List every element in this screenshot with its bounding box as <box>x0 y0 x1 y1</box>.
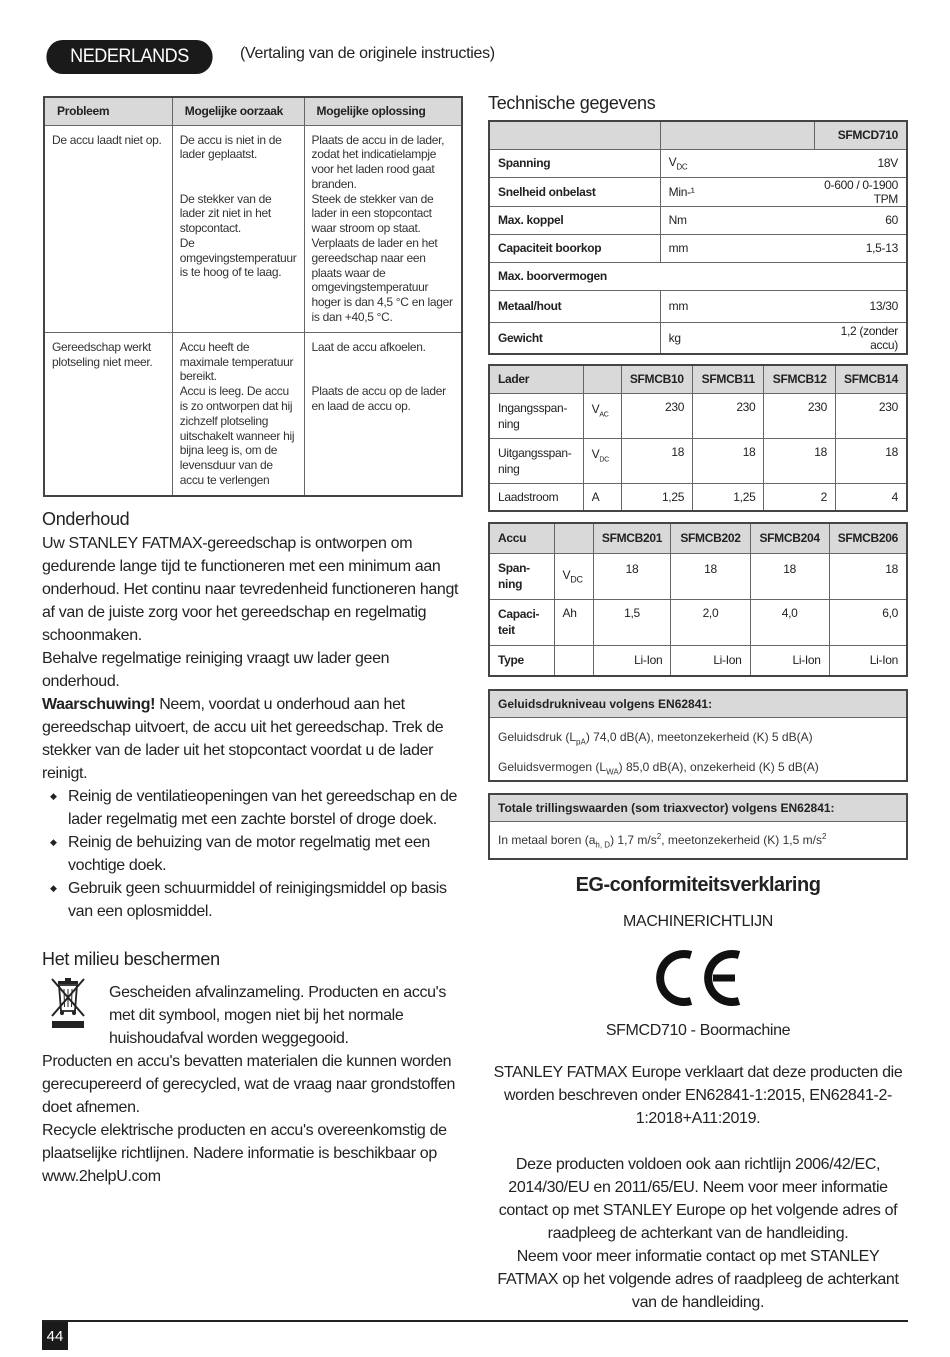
paragraph: Deze producten voldoen ook aan richtlijn 2006/42/EC, 2014/30/EU en 2011/65/EU. Neem voor meer informatie contact op met STANLEY Europe op het volgende adres of raadpleeg de achterkant van de handleiding. <box>498 1156 898 1242</box>
paragraph: Producten en accu's bevatten materialen die kunnen worden gerecupereerd of gerecycled, wat de vraag naar grondstoffen doet afnemen. <box>42 1053 456 1116</box>
row-label: Type <box>489 645 554 676</box>
row-label <box>489 393 583 438</box>
table-row <box>489 234 907 262</box>
cell-value: Li-Ion <box>671 645 750 676</box>
unit-sub: AC <box>599 410 609 418</box>
section-title-environment: Het milieu beschermen <box>42 949 220 969</box>
table-row <box>489 645 907 676</box>
spec-label: Snelheid onbelast <box>489 177 660 206</box>
spec-label: Metaal/hout <box>489 290 660 322</box>
noise-line <box>490 730 906 746</box>
unit-text: V <box>591 401 600 416</box>
sub: WA <box>606 767 619 777</box>
translation-note: (Vertaling van de originele instructies) <box>240 45 495 62</box>
cell-value: 18 <box>693 438 764 483</box>
column-header: SFMCB202 <box>671 523 750 553</box>
table-row <box>489 290 907 322</box>
cell-value: 2,0 <box>671 599 750 645</box>
column-header: Lader <box>489 365 583 393</box>
table-row <box>489 322 907 354</box>
cell-value: 2 <box>764 483 836 511</box>
cell-value: 230 <box>693 393 764 438</box>
cell-value: 1,5 <box>593 599 671 645</box>
unit-text: V <box>591 446 600 461</box>
cell-value: 1,25 <box>693 483 764 511</box>
table-header-row <box>44 97 462 125</box>
cell-text: Accu heeft de maximale temperatuur bereikt. <box>179 339 294 384</box>
row-unit: A <box>583 483 621 511</box>
text: Geluidsvermogen (L <box>498 760 607 775</box>
cell-text: Plaats de accu op de lader en laad de accu op. <box>311 383 446 413</box>
product-name: SFMCD710 - Boormachine <box>605 1022 791 1039</box>
row-unit <box>583 438 621 483</box>
spec-unit: kg <box>660 322 814 354</box>
text: ) 74,0 dB(A), meetonzekerheid (K) 5 dB(A) <box>585 730 813 744</box>
sup: 2 <box>656 832 662 841</box>
label-line: Uitgangsspan- <box>498 445 572 460</box>
empty-cell <box>660 121 814 149</box>
cell-text: De stekker van de lader zit niet in het stopcontact. <box>179 191 272 236</box>
table-row <box>44 332 462 495</box>
cell-value: Li-Ion <box>593 645 671 676</box>
column-header: SFMCB10 <box>621 365 693 393</box>
paragraph: Neem voor meer informatie contact op met STANLEY FATMAX op het volgende adres of raadpleeg de achterkant van de handleiding. <box>497 1248 899 1311</box>
solution-cell <box>304 125 462 332</box>
column-header: SFMCB204 <box>750 523 829 553</box>
text: Geluidsdruk (L <box>498 730 577 744</box>
conformity-body <box>492 1061 904 1314</box>
text: ) 1,7 m/s <box>610 833 657 847</box>
solution-cell <box>304 332 462 495</box>
cell-value: Li-Ion <box>750 645 829 676</box>
paragraph: STANLEY FATMAX Europe verklaart dat deze producten die worden beschreven onder EN62841-1:2015, EN62841-2-1:2018+A11:2019. <box>493 1064 903 1127</box>
cell-text: Verplaats de lader en het gereedschap naar een plaats waar de omgevingstemperatuur hoger is dan 4,5 °C en lager is dan +40,5 °C. <box>311 236 453 325</box>
row-label <box>489 553 554 599</box>
cell-text: Gereedschap werkt plotseling niet meer. <box>52 339 153 369</box>
cell-value: 18 <box>621 438 693 483</box>
spec-label: Capaciteit boorkop <box>489 234 660 262</box>
cause-cell <box>172 332 304 495</box>
list-item: ◆ Gebruik geen schuurmiddel of reinigingsmiddel op basis van een oplosmiddel. <box>42 877 462 923</box>
spec-value: 13/30 <box>814 290 907 322</box>
noise-box <box>488 689 908 782</box>
cell-value: 18 <box>836 438 907 483</box>
vibration-line <box>490 832 906 849</box>
spec-value: 0-600 / 0-1900 TPM <box>814 177 907 206</box>
warning-paragraph <box>42 693 462 785</box>
spec-unit: mm <box>660 234 814 262</box>
cell-value: 18 <box>593 553 671 599</box>
warning-text: Neem, voordat u onderhoud aan het gereedschap uitvoert, de accu uit het gereedschap. Trek de stekker van de lader uit het stopcontact voordat u de lader reinigt. <box>42 696 444 782</box>
environment-body <box>42 1050 462 1188</box>
cell-value: 230 <box>764 393 836 438</box>
table-header-row <box>489 121 907 149</box>
paragraph: Gescheiden afvalinzameling. Producten en accu's met dit symbool, mogen niet bij het normale huishoudafval worden weggegooid. <box>109 984 447 1047</box>
cell-value: 18 <box>750 553 829 599</box>
table-row <box>489 438 907 483</box>
cell-text: De accu laadt niet op. <box>52 132 162 147</box>
paragraph: Uw STANLEY FATMAX-gereedschap is ontworpen om gedurende lange tijd te functioneren met een minimum aan onderhoud. Het continu naar tevredenheid functioneren hangt af van de juiste zorg voor het gereedschap en regelmatig schoonmaken. <box>42 535 459 644</box>
column-header: Mogelijke oorzaak <box>172 97 304 125</box>
cell-value: 1,25 <box>621 483 693 511</box>
row-unit: Ah <box>554 599 593 645</box>
spec-unit: Min-¹ <box>660 177 814 206</box>
spec-label: Spanning <box>489 149 660 177</box>
cell-text: Accu is leeg. De accu is zo ontworpen dat hij zichzelf plotseling uitschakelt wanneer hij bijna leeg is, om de levensduur van de accu te verlengen <box>179 384 295 488</box>
noise-line <box>490 760 906 776</box>
cell-text: De accu is niet in de lader geplaatst. <box>179 132 282 162</box>
maintenance-body <box>42 532 462 923</box>
column-header: Probleem <box>44 97 172 125</box>
directive-label: MACHINERICHTLIJN <box>623 913 773 930</box>
list-item: ◆ Reinig de ventilatieopeningen van het gereedschap en de lader regelmatig met een zachte borstel of droge doek. <box>42 785 462 831</box>
spec-value: 60 <box>814 206 907 234</box>
row-unit <box>583 393 621 438</box>
spec-value: 1,2 (zonder accu) <box>814 322 907 354</box>
label-line: teit <box>498 623 515 637</box>
column-header: SFMCB14 <box>836 365 907 393</box>
sub: pA <box>576 737 586 747</box>
vibration-header: Totale trillingswaarden (som triaxvector) volgens EN62841: <box>490 795 906 822</box>
model-header: SFMCD710 <box>814 121 907 149</box>
spec-unit: mm <box>660 290 814 322</box>
text: ) 85,0 dB(A), onzekerheid (K) 5 dB(A) <box>618 760 819 775</box>
row-label: Laadstroom <box>489 483 583 511</box>
cell-value: 4 <box>836 483 907 511</box>
table-row <box>489 149 907 177</box>
table-row <box>489 483 907 511</box>
sup: 2 <box>821 832 827 841</box>
language-badge: NEDERLANDS <box>46 40 212 74</box>
table-row <box>489 393 907 438</box>
troubleshooting-table <box>43 96 463 497</box>
label-line: ning <box>498 416 520 431</box>
label-line: Span- <box>498 561 530 575</box>
table-row <box>489 206 907 234</box>
sub: h, D <box>595 840 611 850</box>
spec-value: 1,5-13 <box>814 234 907 262</box>
unit-sub: DC <box>570 574 583 585</box>
unit-sub: DC <box>676 162 688 172</box>
paragraph: Behalve regelmatige reiniging vraagt uw lader geen onderhoud. <box>42 650 390 690</box>
column-header: Accu <box>489 523 554 553</box>
unit-text: V <box>668 154 677 169</box>
empty-cell <box>489 121 660 149</box>
list-item: ◆ Reinig de behuizing van de motor regelmatig met een vochtige doek. <box>42 831 462 877</box>
row-label <box>489 599 554 645</box>
tech-specs-table <box>488 120 908 355</box>
cell-text: Plaats de accu in de lader, zodat het indicatielampje voor het laden rood gaat branden. <box>311 132 445 191</box>
column-header: SFMCB201 <box>593 523 671 553</box>
cell-value: 18 <box>671 553 750 599</box>
vibration-box <box>488 793 908 860</box>
spec-label: Gewicht <box>489 322 660 354</box>
row-unit <box>554 553 593 599</box>
unit-text: V <box>562 567 571 582</box>
cell-value: 6,0 <box>829 599 907 645</box>
unit-sub: DC <box>599 455 609 463</box>
label-line: ning <box>498 461 520 476</box>
footer-divider <box>42 1320 908 1322</box>
table-header-row <box>489 523 907 553</box>
column-header: SFMCB206 <box>829 523 907 553</box>
spec-label: Max. koppel <box>489 206 660 234</box>
text: , meetonzekerheid (K) 1,5 m/s <box>661 833 822 847</box>
cell-value: 18 <box>829 553 907 599</box>
spec-unit: Nm <box>660 206 814 234</box>
page-number: 44 <box>42 1322 68 1350</box>
cell-text: Laat de accu afkoelen. <box>311 339 426 354</box>
column-header: SFMCB11 <box>693 365 764 393</box>
battery-table <box>488 522 908 677</box>
cell-value: 4,0 <box>750 599 829 645</box>
ce-mark-svg <box>651 945 747 1011</box>
cell-value: 230 <box>836 393 907 438</box>
table-row <box>489 553 907 599</box>
column-header: Mogelijke oplossing <box>304 97 462 125</box>
label-line: Ingangsspan- <box>498 400 568 415</box>
maintenance-list <box>42 785 462 923</box>
table-row <box>489 262 907 290</box>
spec-group-label: Max. boorvermogen <box>489 262 907 290</box>
noise-header: Geluidsdrukniveau volgens EN62841: <box>490 691 906 718</box>
table-row <box>489 177 907 206</box>
conformity-title: EG-conformiteitsverklaring <box>575 874 821 896</box>
spec-unit <box>660 149 814 177</box>
cell-text: Steek de stekker van de lader in een stopcontact waar stroom op staat. <box>311 191 434 236</box>
warning-label: Waarschuwing! <box>42 696 156 713</box>
label-line: ning <box>498 577 523 591</box>
label-line: Capaci- <box>498 607 540 621</box>
cell-value: Li-Ion <box>829 645 907 676</box>
empty-cell <box>583 365 621 393</box>
problem-cell <box>44 332 172 495</box>
cell-value: 230 <box>621 393 693 438</box>
row-label <box>489 438 583 483</box>
charger-table <box>488 364 908 512</box>
paragraph: Recycle elektrische producten en accu's overeenkomstig de plaatselijke richtlijnen. Nadere informatie is beschikbaar op www.2helpU.com <box>42 1122 447 1185</box>
crossed-bin-icon <box>46 975 90 1030</box>
table-row <box>44 125 462 332</box>
text: In metaal boren (a <box>498 833 596 847</box>
cell-value: 18 <box>764 438 836 483</box>
cause-cell <box>172 125 304 332</box>
table-row <box>489 599 907 645</box>
empty-cell <box>554 645 593 676</box>
spec-value: 18V <box>814 149 907 177</box>
ce-mark-logo <box>651 945 747 1011</box>
problem-cell <box>44 125 172 332</box>
section-title-maintenance: Onderhoud <box>42 509 130 529</box>
table-header-row <box>489 365 907 393</box>
cell-text: De omgevingstemperatuur is te hoog of te laag. <box>179 235 297 280</box>
empty-cell <box>554 523 593 553</box>
section-title-tech: Technische gegevens <box>488 93 656 113</box>
column-header: SFMCB12 <box>764 365 836 393</box>
